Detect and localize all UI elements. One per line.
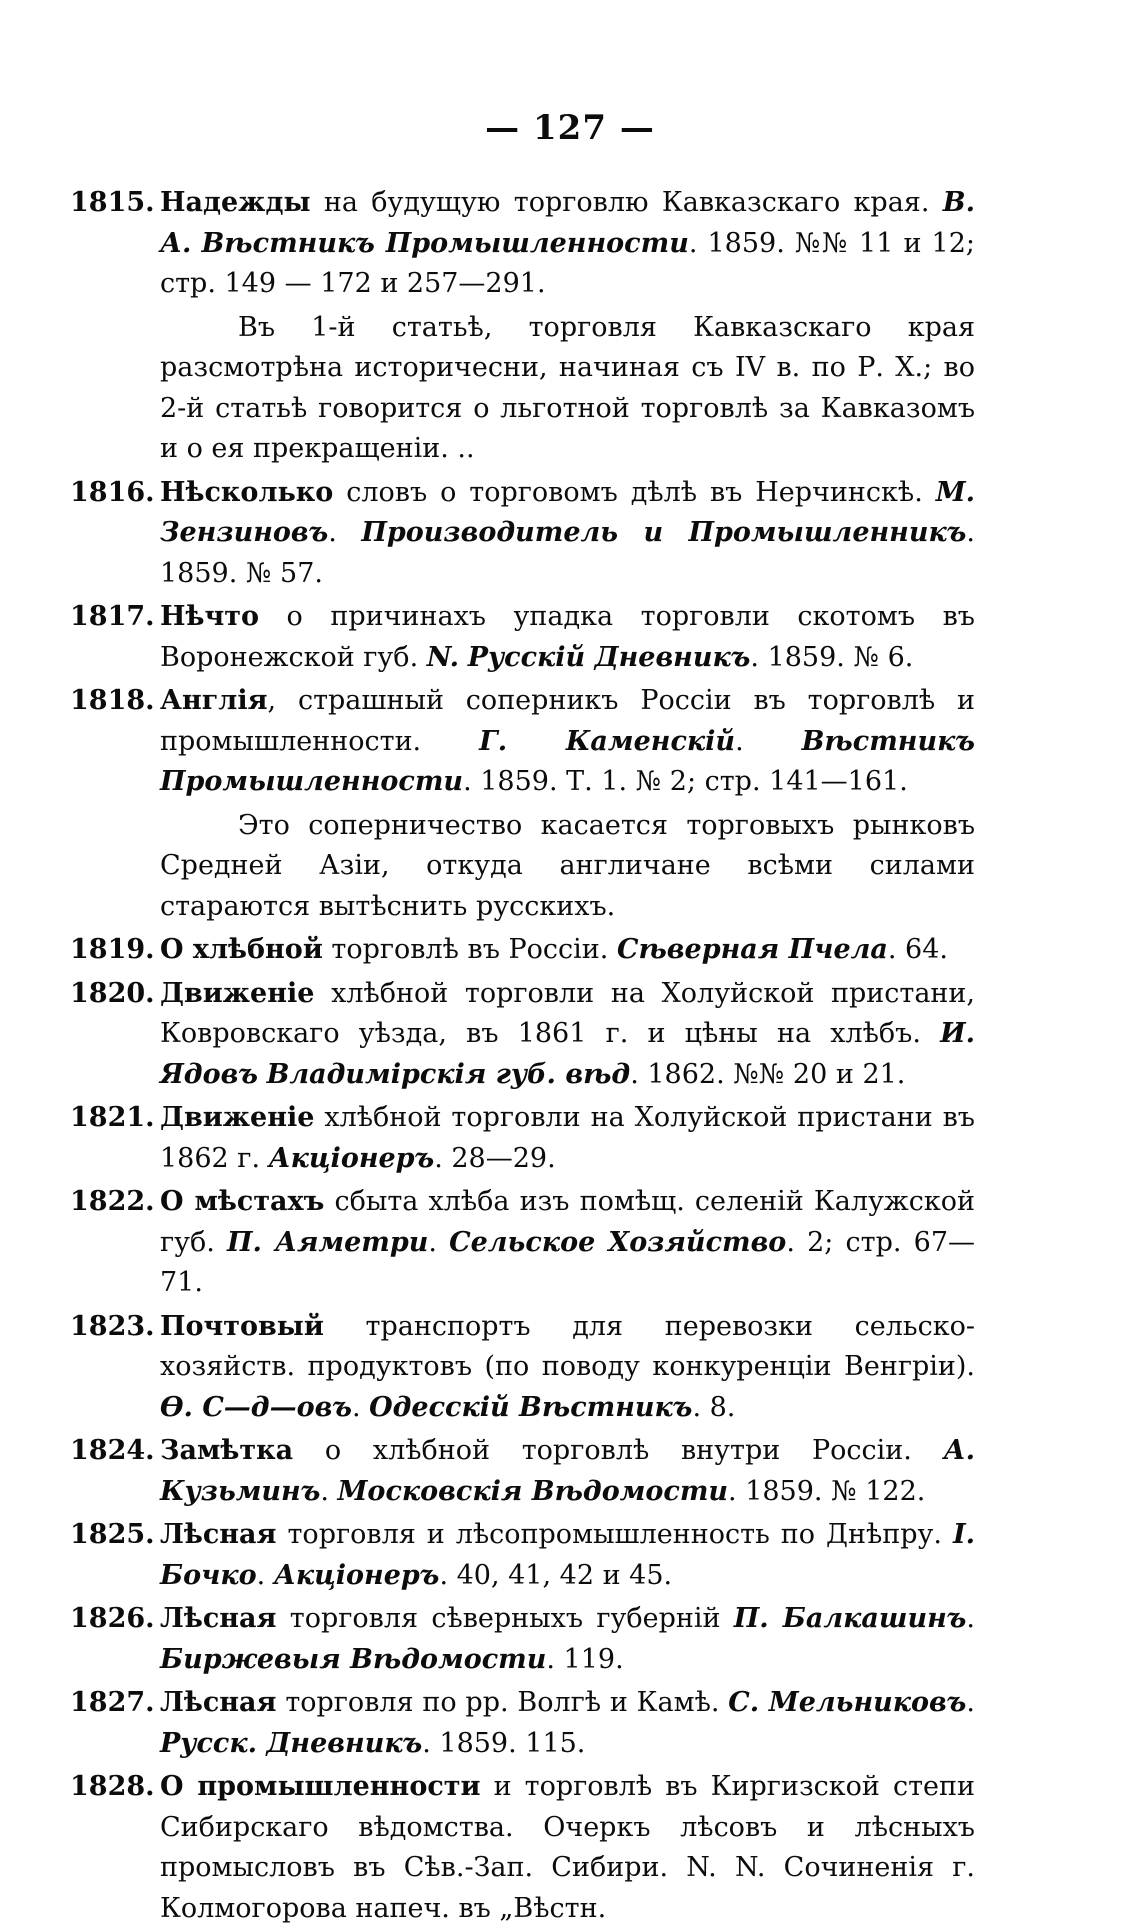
entry-source: Московскія Вѣдомости xyxy=(337,1475,729,1507)
entry-number: 1820. xyxy=(70,977,155,1009)
entry-separator: . xyxy=(256,1559,274,1591)
entry-title: О мѣстахъ xyxy=(160,1186,325,1217)
entry-text xyxy=(160,1307,975,1429)
entry-description: хлѣбной торговли на Холуйской пристани, Ковровскаго уѣзда, въ 1861 г. и цѣны на хлѣбъ. xyxy=(160,977,975,1049)
entry-title: О промышленности xyxy=(160,1771,481,1802)
entry-annotation: Это соперничество касается торговыхъ рынковъ Средней Азіи, откуда англичане всѣми силами стараются вытѣснить русскихъ. xyxy=(160,809,975,922)
entry-description: , страшный соперникъ Россіи въ торговлѣ и промышленности. xyxy=(160,685,975,757)
bibliography-entry xyxy=(70,1683,975,1764)
entry-number: 1826. xyxy=(70,1603,155,1634)
bibliography-entry xyxy=(70,974,975,1096)
bibliography-entry xyxy=(70,473,975,595)
entry-source: Русскій Дневникъ xyxy=(467,641,751,673)
bibliography-entry xyxy=(70,1767,975,1929)
entry-text xyxy=(160,1515,975,1596)
bibliography-entry xyxy=(70,597,975,678)
entry-description: торговля по рр. Волгѣ и Камѣ. xyxy=(276,1687,729,1718)
entry-number: 1821. xyxy=(70,1102,155,1133)
entry-details: . 1862. №№ 20 и 21. xyxy=(630,1058,906,1090)
entry-separator: . xyxy=(966,1603,975,1634)
entry-source: Сѣверная Пчела xyxy=(616,934,888,965)
entry-author: П. Балкашинъ xyxy=(733,1603,967,1634)
bibliography-list xyxy=(70,183,975,1932)
entry-description: о хлѣбной торговлѣ внутри Россіи. xyxy=(293,1435,944,1466)
entry-annotation: Въ 1-й статьѣ, торговля Кавказскаго края разсмотрѣна историчесни, начиная съ IV в. по Р. Х.; во 2-й статьѣ говорится о льготной торговлѣ за Кавказомъ и о ея прекращеніи. .. xyxy=(160,311,975,464)
entry-separator: . xyxy=(351,1391,370,1423)
entry-details: . 1859. № 57. xyxy=(160,517,975,589)
entry-separator xyxy=(459,642,468,673)
entry-description: сбыта хлѣба изъ помѣщ. селеній Калужской губ. xyxy=(160,1186,975,1258)
entry-number: 1823. xyxy=(70,1310,155,1342)
entry-number: 1825. xyxy=(70,1519,155,1550)
entry-author: А. Кузьминъ xyxy=(160,1435,975,1507)
entry-details: . 8. xyxy=(692,1391,736,1423)
bibliography-entry xyxy=(70,1098,975,1179)
entry-number: 1822. xyxy=(70,1186,155,1217)
entry-source: Акціонеръ xyxy=(268,1142,435,1174)
entry-source: Производитель и Промышленникъ xyxy=(361,517,967,548)
entry-description: торговля сѣверныхъ губерній xyxy=(276,1603,734,1634)
entry-description: на будущую торговлю Кавказскаго края. xyxy=(310,187,943,218)
bibliography-entry xyxy=(70,1599,975,1680)
entry-title: Движеніе xyxy=(160,977,315,1009)
entry-title: Лѣсная xyxy=(160,1687,277,1718)
bibliography-entry xyxy=(70,183,975,305)
entry-text xyxy=(160,183,975,305)
entry-number: 1818. xyxy=(70,685,155,716)
entry-description: о причинахъ упадка торговли скотомъ въ Воронежской губ. xyxy=(160,601,975,673)
entry-author: П. Аяметри xyxy=(227,1226,429,1258)
entry-author: І. Бочко xyxy=(160,1519,975,1591)
entry-source: Вѣстникъ Промышленности xyxy=(160,725,975,797)
entry-title: Нѣчто xyxy=(160,601,259,632)
entry-details: . 1859. Т. 1. № 2; стр. 141—161. xyxy=(463,766,908,797)
bibliography-entry xyxy=(70,681,975,803)
entry-details: . 64. xyxy=(887,934,948,965)
entry-text xyxy=(160,974,975,1096)
bibliography-entry xyxy=(70,930,975,971)
entry-text xyxy=(160,597,975,678)
entry-number: 1828. xyxy=(70,1771,155,1802)
entry-number: 1815. xyxy=(70,187,155,218)
entry-number: 1819. xyxy=(70,934,155,965)
entry-author: С. Мельниковъ xyxy=(728,1687,967,1718)
entry-author: Г. Каменскій xyxy=(479,725,736,757)
entry-details: . 2; стр. 67—71. xyxy=(160,1226,975,1298)
entry-description: словъ о торговомъ дѣлѣ въ Нерчинскѣ. xyxy=(333,476,936,508)
entry-source: Вѣстникъ Промышленности xyxy=(201,227,689,259)
entry-title: Почтовый xyxy=(160,1310,324,1342)
entry-description: и торговлѣ въ Киргизской степи Сибирскаго вѣдомства. Очеркъ лѣсовъ и лѣсныхъ промысловъ въ Сѣв.-Зап. Сибири. N. N. Сочиненія г. Колмогорова напеч. въ „Вѣстн. xyxy=(160,1771,975,1924)
entry-details: . 119. xyxy=(546,1643,624,1675)
entry-separator xyxy=(191,228,201,259)
entry-separator: . xyxy=(735,725,802,757)
entry-text xyxy=(160,1683,975,1764)
page-number: — 127 — xyxy=(485,108,655,148)
entry-author: В. А. xyxy=(160,187,975,259)
entry-text xyxy=(160,681,975,803)
entry-description: транспортъ для перевозки сельско-хозяйств. продуктовъ (по поводу конкуренціи Венгріи). xyxy=(160,1310,975,1382)
entry-title: Англія xyxy=(160,685,268,716)
entry-title: Лѣсная xyxy=(160,1519,277,1550)
entry-author: И. Ядовъ xyxy=(160,1018,975,1090)
entry-title: Нѣсколько xyxy=(160,476,334,508)
entry-separator: . xyxy=(966,1687,975,1718)
entry-source: Владимірскія губ. вѣд xyxy=(266,1058,631,1090)
entry-source: Биржевыя Вѣдомости xyxy=(160,1643,547,1675)
entry-author: N. xyxy=(426,641,460,673)
entry-title: Движеніе xyxy=(160,1102,315,1133)
entry-separator xyxy=(258,1059,267,1090)
bibliography-entry xyxy=(70,1515,975,1596)
entry-source: Сельское Хозяйство xyxy=(449,1226,787,1258)
entry-text xyxy=(160,1767,975,1929)
entry-title: Лѣсная xyxy=(160,1603,277,1634)
entry-number: 1827. xyxy=(70,1687,155,1718)
entry-number: 1816. xyxy=(70,476,155,508)
entry-text xyxy=(160,1431,975,1512)
entry-text xyxy=(160,1599,975,1680)
bibliography-entry xyxy=(70,1182,975,1304)
entry-title: Надежды xyxy=(160,187,311,218)
entry-source: Акціонеръ xyxy=(273,1559,440,1591)
entry-details: . 1859. № 6. xyxy=(750,641,914,673)
entry-description: хлѣбной торговли на Холуйской пристани въ 1862 г. xyxy=(160,1102,975,1174)
entry-description: торговлѣ въ Россіи. xyxy=(322,934,617,965)
entry-title: О хлѣбной xyxy=(160,934,323,965)
entry-details: . 40, 41, 42 и 45. xyxy=(439,1559,673,1591)
entry-details: . 28—29. xyxy=(434,1142,556,1174)
entry-number: 1817. xyxy=(70,601,155,632)
entry-number: 1824. xyxy=(70,1435,155,1466)
entry-text xyxy=(160,1182,975,1304)
bibliography-entry xyxy=(70,1431,975,1512)
entry-details: . 1859. 115. xyxy=(422,1727,586,1759)
entry-text xyxy=(160,930,975,971)
entry-description: торговля и лѣсопромышленность по Днѣпру. xyxy=(276,1519,953,1550)
entry-details: . 1859. №№ 11 и 12; стр. 149 — 172 и 257—291. xyxy=(160,227,975,299)
entry-details: . 1859. № 122. xyxy=(728,1475,926,1507)
entry-title: Замѣтка xyxy=(160,1435,294,1466)
entry-text xyxy=(160,473,975,595)
entry-separator: . xyxy=(320,1475,338,1507)
entry-text xyxy=(160,1098,975,1179)
bibliography-entry xyxy=(70,1307,975,1429)
entry-source: Одесскій Вѣстникъ xyxy=(369,1391,693,1423)
entry-separator: . xyxy=(428,1226,450,1258)
entry-author: М. Зензиновъ xyxy=(160,476,975,548)
entry-separator: . xyxy=(328,517,362,548)
entry-author: Ѳ. С—д—овъ xyxy=(160,1391,352,1423)
entry-source: Русск. Дневникъ xyxy=(160,1727,423,1759)
